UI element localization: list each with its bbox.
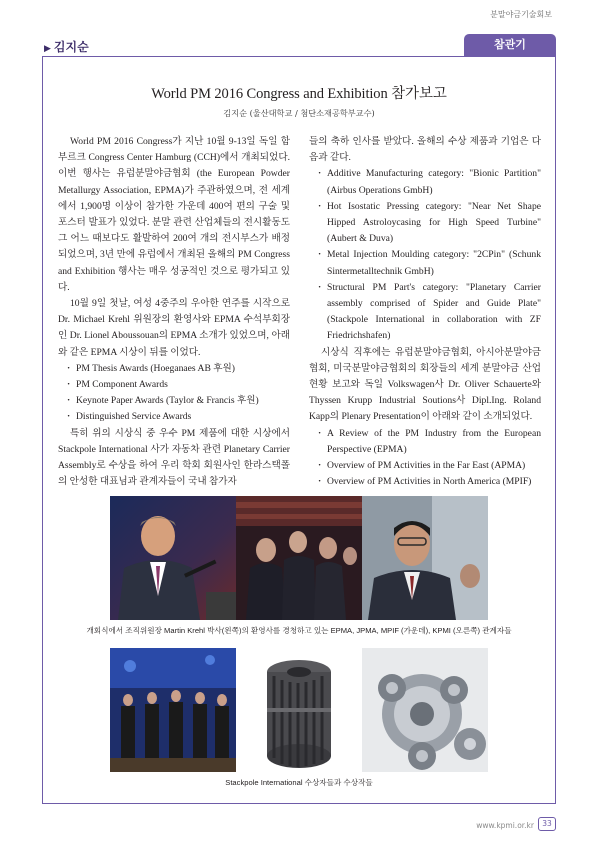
- photo-caption-2: Stackpole International 수상자들과 수상작들: [225, 778, 373, 787]
- winner-item: · Additive Manufacturing category: "Bionic Partition" (Airbus Operations GmbH): [309, 166, 541, 198]
- triangle-marker-icon: ▶: [44, 44, 51, 54]
- presentation-list: [309, 426, 541, 491]
- photo-audience: [236, 496, 362, 620]
- article-title: World PM 2016 Congress and Exhibition 참가보고: [151, 86, 447, 102]
- winner-item: · Hot Isostatic Pressing category: "Near Net Shape Hipped Astroloycasing for High Speed Turbine" (Aubert & Duva): [309, 199, 541, 248]
- award-list: [58, 361, 290, 426]
- left-paragraph-1: World PM 2016 Congress가 지난 10월 9-13일 독일 함부르크 Congress Center Hamburg (CCH)에서 개최되었다. 이번 행사는 유럽분말야금협회 (the European Powder Metallurgy Association, EPMA)가 주관하였으며, 전 세계에서 1,900명 이상이 참가한 가운데 400여 편의 구술 및 포스터 발표가 있었다. 분말 관련 산업체들의 전시활동도 그 어느 때보다도 활발하여 200여 개의 전시부스가 배정되었으며, 3년 만에 유럽에서 개최된 올해의 PM Congress and Exhibition 행사는 매우 성공적인 것으로 평가되고 있다.: [58, 136, 290, 293]
- article-byline: 김지순 (울산대학교 / 첨단소재공학부교수): [223, 108, 375, 118]
- left-column: [58, 134, 290, 490]
- footer-url: www.kpmi.or.kr: [476, 821, 534, 830]
- photo-award-winners: [110, 648, 236, 772]
- award-item: · PM Component Awards: [58, 377, 290, 393]
- author-name: 김지순: [53, 40, 89, 54]
- winner-list: [309, 166, 541, 344]
- photo-caption-1: 개회식에서 조직위원장 Martin Krehl 박사(왼쪽)의 환영사를 경청하고 있는 EPMA, JPMA, MPIF (가운데), KPMI (오른쪽) 관계자들: [86, 626, 512, 635]
- right-column: [309, 134, 541, 490]
- presentation-item: · Overview of PM Activities in North America (MPIF): [309, 474, 541, 490]
- winner-item: · Structural PM Part's category: "Planetary Carrier assembly comprised of Spider and Guide Plate" (Stackpole International in collaboration with ZF Friedrichshafen): [309, 280, 541, 345]
- winner-item: · Metal Injection Moulding category: "2CPin" (Schunk Sintermetalltechnik GmbH): [309, 247, 541, 279]
- left-paragraph-2: 10월 9일 첫날, 여성 4중주의 우아한 연주를 시작으로 Dr. Michael Krehl 위원장의 환영사와 EPMA 수석부회장인 Dr. Lionel Aboussouan의 EPMA 소개가 있었으며, 아래와 같은 EPMA 시상이 뒤를 이었다.: [58, 298, 290, 358]
- right-paragraph-2: 시상식 직후에는 유럽분말야금협회, 아시아분말야금협회, 미국분말야금협회의 회장들의 세계 분말야금 산업 현황 보고와 독일 Volkswagen사 Dr. Oliver Schauerte와 Thyssen Krupp Industrial Soutions사 Dipl.Ing. Roland Kapp의 Plenary Presentation이 아래와 같이 소개되었다.: [309, 346, 541, 423]
- photo-kpmi: [362, 496, 488, 620]
- award-item: · PM Thesis Awards (Hoeganaes AB 후원): [58, 361, 290, 377]
- photo-gear-part: [236, 648, 362, 772]
- award-item: · Distinguished Service Awards: [58, 409, 290, 425]
- photo-speaker: [110, 496, 236, 620]
- left-paragraph-3: 특히 위의 시상식 중 우수 PM 제품에 대한 시상에서 Stackpole International 사가 자동차 관련 Planetary Carrier Assembly로 수상을 하여 우리 학회 회원사인 한라스택폴의 안성한 대표님과 관계자들이 국내 참가자: [58, 427, 290, 488]
- running-title: 분말야금기술회보: [490, 10, 552, 19]
- photo-planetary-carrier: [362, 648, 488, 772]
- right-paragraph-1: 들의 축하 인사를 받았다. 올해의 수상 제품과 기업은 다음과 같다.: [309, 136, 541, 164]
- page-number: 33: [538, 817, 556, 831]
- section-tab: 참관기: [464, 34, 556, 56]
- presentation-item: · A Review of the PM Industry from the European Perspective (EPMA): [309, 426, 541, 458]
- author-tab: [44, 38, 89, 55]
- award-item: · Keynote Paper Awards (Taylor & Francis 후원): [58, 393, 290, 409]
- presentation-item: · Overview of PM Activities in the Far East (APMA): [309, 458, 541, 474]
